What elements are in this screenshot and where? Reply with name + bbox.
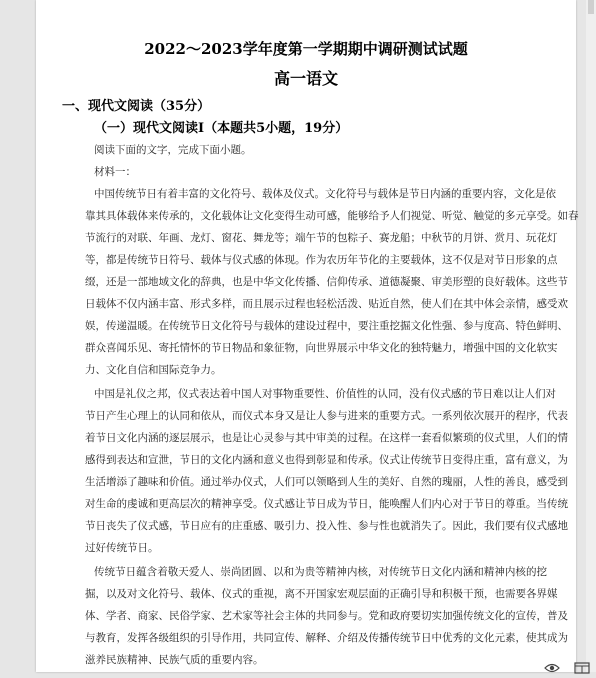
- paragraph1-line: 群众喜闻乐见、寄托情怀的节日物品和象征物，向世界展示中华文化的独特魅力，增强中国的文化软实: [85, 342, 558, 354]
- paragraph3-line: 体、学者、商家、民俗学家、艺术家等社会主体的共同参与。党和政府要切实加强传统文化的宣传，普及: [85, 610, 568, 622]
- instruction-text: 阅读下面的文字，完成下面小题。: [94, 144, 252, 156]
- paragraph1-line: 力、文化自信和国际竞争力。: [85, 364, 222, 376]
- paragraph2-line: 中国是礼仪之邦，仪式表达着中国人对事物重要性、价值性的认同，没有仪式感的节日难以让人们对: [94, 388, 556, 400]
- paragraph2-line: 节日丧失了仪式感，节日应有的庄重感、吸引力、投入性、参与性也就消失了。因此，我们要有仪式感地: [85, 520, 568, 532]
- paragraph1-line: 中国传统节日有着丰富的文化符号、载体及仪式。文化符号与载体是节日内涵的重要内容，文化是依: [94, 188, 556, 200]
- document-page: [36, 0, 579, 672]
- paragraph1-line: 靠其具体载体来传承的，文化载体让文化变得生动可感，能够给予人们视觉、听觉、触觉的多元享受。如春: [85, 210, 579, 222]
- section-heading: 一、现代文阅读（35分）: [62, 99, 211, 114]
- paragraph2-line: 着节日文化内涵的逐层展示，也是让心灵参与其中审美的过程。在这样一套看似繁琐的仪式里，人们的情: [85, 432, 568, 444]
- paragraph1-line: 缀，还是一部地域文化的辞典，也是中华文化传播、信仰传承、道德凝聚、审美形塑的良好载体。这些节: [85, 276, 568, 288]
- vertical-scrollbar[interactable]: [586, 0, 596, 672]
- scrollbar-thumb[interactable]: [588, 0, 594, 14]
- paragraph2-line: 生活增添了趣味和价值。通过举办仪式，人们可以领略到人生的美好、自然的瑰丽，人性的善良，感受到: [85, 476, 568, 488]
- paragraph2-line: 过好传统节日。: [85, 542, 159, 554]
- paragraph1-line: 节流行的对联、年画、龙灯、窗花、舞龙等；端午节的包粽子、赛龙船；中秋节的月饼、赏月、玩花灯: [85, 232, 558, 244]
- page-layout-icon[interactable]: [574, 659, 590, 671]
- paragraph3-line: 掘，以及对文化符号、载体、仪式的重视，离不开国家宏观层面的正确引导和积极干预，也需要各界媒: [85, 588, 558, 600]
- paragraph3-line: 与教育，发挥各级组织的引导作用，共同宣传、解释、介绍及传播传统节日中优秀的文化元素，使其成为: [85, 632, 568, 644]
- status-bar: [494, 658, 590, 672]
- document-subject: 高一语文: [273, 69, 338, 88]
- paragraph3-line: 滋养民族精神、民族气质的重要内容。: [85, 654, 264, 666]
- paragraph2-line: 节日产生心理上的认同和依从，而仪式本身又是让人参与进来的重要方式。一系列依次展开的程序，代表: [85, 410, 568, 422]
- subsection-heading: （一）现代文阅读Ⅰ（本题共5小题，19分）: [94, 121, 349, 136]
- document-title: 2022～2023学年度第一学期期中调研测试试题: [144, 40, 468, 58]
- paragraph2-line: 感得到表达和宣泄，节日的文化内涵和意义也得到彰显和传承。仪式让传统节日变得庄重，富有意义，为: [85, 454, 568, 466]
- paragraph1-line: 日载体不仅内涵丰富、形式多样，而且展示过程也轻松活泼、贴近自然，使人们在其中体会亲情，感受欢: [85, 298, 568, 310]
- eye-icon[interactable]: [544, 659, 560, 671]
- paragraph1-line: 娱，传递温暖。在传统节日文化符号与载体的建设过程中，要注重挖掘文化性强、参与度高、特色鲜明、: [85, 320, 568, 332]
- paragraph2-line: 对生命的虔诚和更高层次的精神享受。仪式感让节日成为节日，能唤醒人们内心对于节日的尊重。当传统: [85, 498, 568, 510]
- paragraph3-line: 传统节日蕴含着敬天爱人、崇尚团圆、以和为贵等精神内核，对传统节日文化内涵和精神内核的挖: [94, 566, 547, 578]
- material-label: 材料一：: [94, 166, 136, 178]
- paragraph1-line: 等，都是传统节日符号、载体与仪式感的体现。作为农历年节化的主要载体，这不仅是对节日形象的点: [85, 254, 558, 266]
